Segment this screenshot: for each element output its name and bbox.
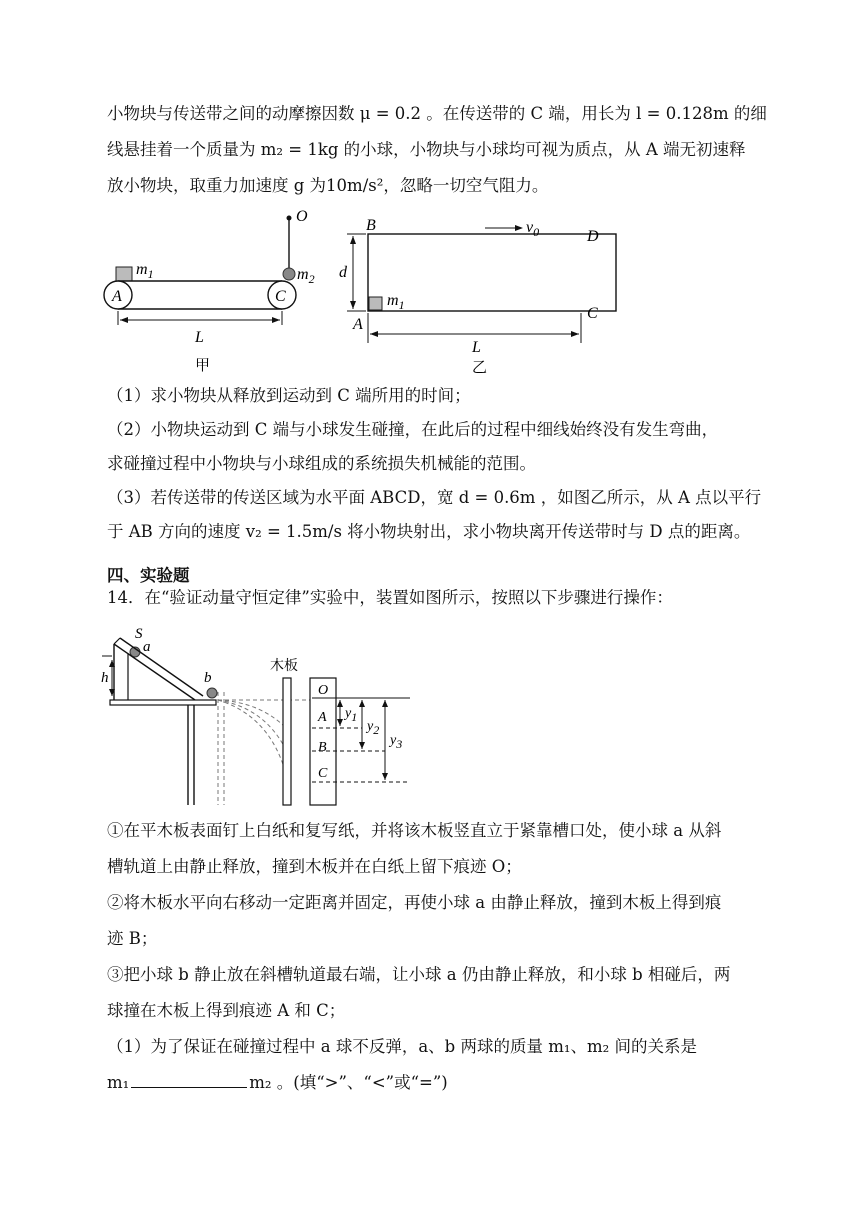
fig-exp-board-label: 木板 — [270, 659, 298, 674]
fig-exp-y3: y3 — [390, 733, 403, 751]
fig-jia-L: L — [195, 329, 204, 346]
fig-jia-A: A — [112, 288, 122, 305]
fig-jia-m2: $m_2$ — [297, 266, 315, 286]
fig-exp-a: a — [143, 639, 151, 655]
p13-line2: 线悬挂着一个质量为 m₂ = 1kg 的小球，小物块与小球均可视为质点，从 A 端无初速释 — [107, 140, 746, 159]
fig-yi-C: C — [587, 305, 598, 322]
fig-exp-O: O — [318, 683, 329, 698]
p14-step2a: ②将木板水平向右移动一定距离并固定，再使小球 a 由静止释放，撞到木板上得到痕 — [107, 893, 722, 912]
fig-exp-C: C — [318, 766, 328, 781]
fig-exp-y2: y2 — [367, 719, 380, 737]
p14-step2b: 迹 B； — [107, 929, 158, 948]
fig-jia-C: C — [275, 288, 286, 305]
p14-q1b — [107, 1072, 448, 1094]
p13-q1: （1）求小物块从释放到运动到 C 端所用的时间； — [107, 386, 471, 405]
answer-blank[interactable] — [131, 1073, 247, 1088]
fig-exp-S: S — [135, 626, 143, 642]
p14-q1a: （1）为了保证在碰撞过程中 a 球不反弹，a、b 两球的质量 m₁、m₂ 间的关系是 — [107, 1037, 697, 1056]
fig-yi-m1: $m_1$ — [387, 292, 405, 312]
p13-line1: 小物块与传送带之间的动摩擦因数 μ = 0.2 。在传送带的 C 端，用长为 l = 0.128m 的细 — [107, 104, 767, 123]
fig-exp-h: h — [101, 670, 109, 686]
p14-intro: 14．在“验证动量守恒定律”实验中，装置如图所示，按照以下步骤进行操作： — [107, 588, 673, 607]
fig-exp-B: B — [318, 740, 327, 755]
fig-exp-b: b — [204, 670, 212, 686]
fig-yi-B: B — [366, 217, 376, 234]
fig-exp-A: A — [318, 710, 327, 725]
p13-q3b: 于 AB 方向的速度 v₂ = 1.5m/s 将小物块射出，求小物块离开传送带时与 D 点的距离。 — [107, 522, 751, 541]
p14-step3b: 球撞在木板上得到痕迹 A 和 C； — [107, 1001, 346, 1020]
fig-exp-y1: y1 — [345, 706, 358, 724]
fig-jia-caption: 甲 — [195, 358, 211, 374]
p13-line3: 放小物块，取重力加速度 g 为10m/s²，忽略一切空气阻力。 — [107, 176, 549, 195]
fig-yi-d: d — [339, 264, 347, 281]
section-heading: 四、实验题 — [107, 566, 190, 585]
fig-yi-A: A — [353, 316, 363, 333]
p14-step3a: ③把小球 b 静止放在斜槽轨道最右端，让小球 a 仍由静止释放，和小球 b 相碰后，两 — [107, 965, 731, 984]
p14-step1a: ①在平木板表面钉上白纸和复写纸，并将该木板竖直立于紧靠槽口处，使小球 a 从斜 — [107, 821, 722, 840]
fig-yi-D: D — [587, 228, 599, 245]
fig-yi-L: L — [472, 339, 481, 356]
fig-yi-caption: 乙 — [472, 360, 488, 376]
p14-step1b: 槽轨道上由静止释放，撞到木板并在白纸上留下痕迹 O； — [107, 857, 522, 876]
p13-q3a: （3）若传送带的传送区域为水平面 ABCD，宽 d = 0.6m ，如图乙所示，从 A 点以平行 — [107, 488, 762, 507]
fig-yi-v0: $v_0$ — [526, 219, 540, 239]
p13-q2b: 求碰撞过程中小物块与小球组成的系统损失机械能的范围。 — [107, 454, 536, 473]
figure-experiment — [100, 620, 420, 810]
p14-q1-m1: m₁ — [107, 1073, 130, 1092]
p13-q2a: （2）小物块运动到 C 端与小球发生碰撞，在此后的过程中细线始终没有发生弯曲， — [107, 420, 719, 439]
p14-q1-m2: m₂ 。(填“>”、“<”或“=”) — [249, 1073, 448, 1092]
figure-jia — [100, 210, 330, 380]
fig-jia-O: O — [296, 208, 308, 225]
figure-yi — [335, 210, 615, 380]
fig-jia-m1: $m_1$ — [136, 261, 154, 281]
